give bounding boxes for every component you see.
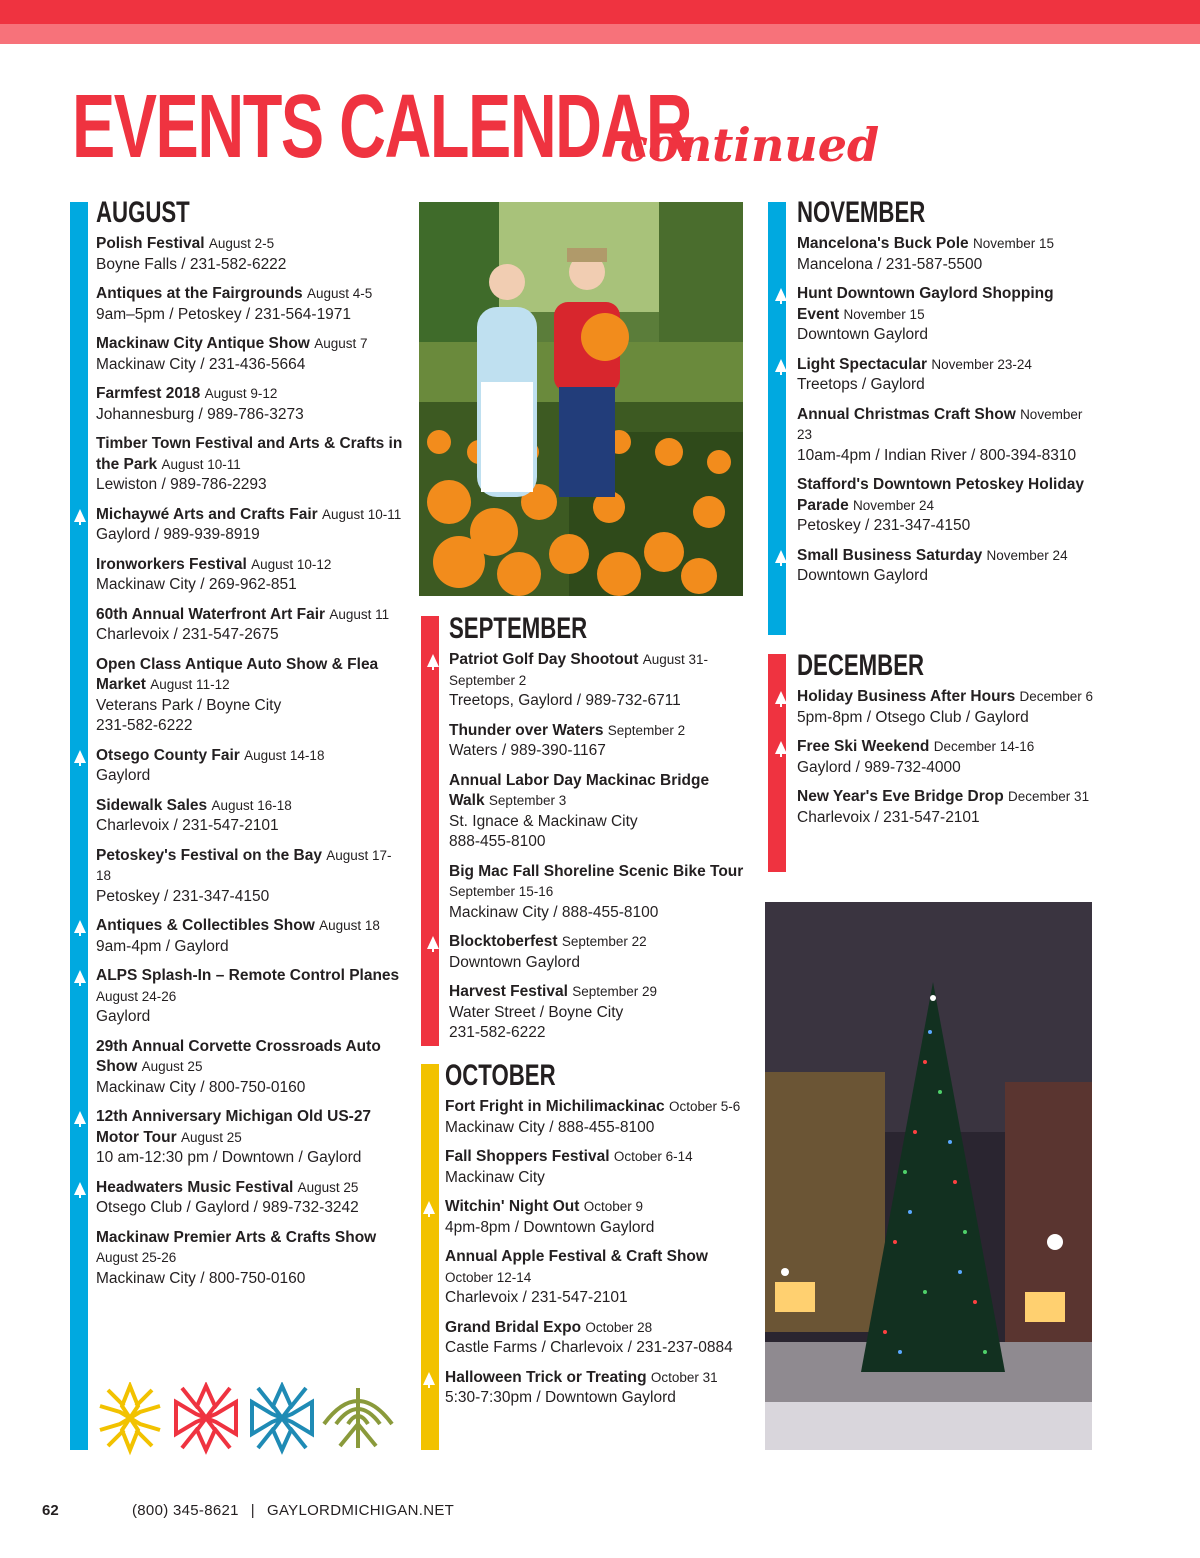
tree-icon (74, 1111, 86, 1124)
event-name: Polish Festival (96, 235, 205, 252)
event-date: August 18 (319, 918, 380, 933)
event-date: November 24 (986, 547, 1068, 563)
event-date: November 15 (843, 306, 925, 322)
christmas-tree-illustration (765, 902, 1092, 1450)
event-name: New Year's Eve Bridge Drop (797, 788, 1004, 805)
august-section (96, 198, 406, 1298)
tree-icon (74, 750, 86, 763)
tree-icon (74, 1182, 86, 1195)
october-section (445, 1061, 745, 1418)
event-heading (96, 234, 406, 255)
event-heading (96, 1228, 406, 1269)
event-date: September 3 (488, 793, 567, 808)
event-item (96, 234, 406, 275)
event-name: Annual Apple Festival & Craft Show (445, 1248, 708, 1265)
event-name: Fort Fright in Michilimackinac (445, 1098, 665, 1115)
event-heading (449, 932, 749, 953)
event-details: Waters / 989-390-1167 (449, 742, 606, 759)
event-name: ALPS Splash-In – Remote Control Planes (96, 967, 400, 984)
event-details: Gaylord / 989-939-8919 (96, 526, 260, 543)
event-date: August 9-12 (204, 386, 278, 401)
top-band-accent (0, 24, 1200, 44)
event-details: Charlevoix / 231-547-2101 (445, 1289, 628, 1306)
event-date: August 25 (180, 1129, 242, 1145)
event-details: 5:30-7:30pm / Downtown Gaylord (445, 1389, 676, 1406)
event-heading (797, 546, 1097, 567)
event-details: 4pm-8pm / Downtown Gaylord (445, 1218, 655, 1236)
event-name: Big Mac Fall Shoreline Scenic Bike Tour (449, 862, 744, 880)
event-item (96, 796, 406, 837)
event-heading (96, 846, 406, 887)
event-name: Small Business Saturday (797, 546, 983, 564)
event-date: November 23-24 (931, 356, 1032, 372)
event-item (449, 982, 749, 1044)
event-date: September 29 (572, 984, 658, 999)
event-item (797, 687, 1097, 728)
event-name: Mackinaw City Antique Show (96, 335, 310, 352)
event-item (449, 932, 749, 973)
tree-icon (423, 1372, 435, 1385)
event-details: Petoskey / 231-347-4150 (797, 517, 971, 534)
event-details: Treetops / Gaylord (797, 376, 925, 393)
event-heading (445, 1197, 745, 1218)
december-bar (768, 654, 786, 872)
event-list (797, 687, 1097, 828)
event-name: 12th Anniversary Michigan Old US-27 Motor Tour (96, 1108, 372, 1146)
event-list (96, 234, 406, 1289)
event-details: Boyne Falls / 231-582-6222 (96, 255, 287, 273)
event-details: Otsego Club / Gaylord / 989-732-3242 (96, 1199, 359, 1216)
event-item (96, 505, 406, 546)
title-subtitle: continued (620, 118, 880, 172)
event-details: Downtown Gaylord (797, 326, 928, 343)
event-item (797, 475, 1097, 537)
event-name: Open Class Antique Auto Show & Flea Market (96, 655, 379, 693)
blue-star-icon (252, 1386, 312, 1450)
event-date: October 28 (585, 1319, 653, 1335)
yellow-star-icon (100, 1386, 160, 1450)
decorative-stars (96, 1382, 406, 1456)
event-name: Thunder over Waters (449, 721, 604, 739)
november-bar (768, 202, 786, 635)
event-name: 60th Annual Waterfront Art Fair (96, 605, 326, 623)
event-name: Annual Labor Day Mackinac Bridge Walk (449, 771, 710, 809)
event-item (445, 1318, 745, 1359)
event-item (797, 234, 1097, 275)
event-item (96, 1178, 406, 1219)
event-heading (96, 555, 406, 576)
event-heading (449, 650, 749, 691)
event-date: December 31 (1008, 789, 1090, 804)
pumpkin-patch-photo (419, 202, 743, 596)
event-details: 9am-4pm / Gaylord (96, 937, 229, 955)
event-heading (449, 721, 749, 742)
tree-icon (74, 970, 86, 983)
event-item (96, 1228, 406, 1290)
event-date: August 11-12 (150, 677, 230, 692)
event-item (449, 721, 749, 762)
event-heading (449, 862, 749, 903)
event-heading (96, 384, 406, 405)
event-item (96, 1107, 406, 1169)
event-name: Farmfest 2018 (96, 385, 201, 402)
event-item (449, 771, 749, 853)
event-list (797, 234, 1097, 587)
event-date: August 10-12 (251, 556, 332, 572)
event-details: St. Ignace & Mackinaw City (449, 812, 638, 830)
pumpkin-photo-illustration (419, 202, 743, 596)
event-heading (797, 234, 1097, 255)
event-details: 9am–5pm / Petoskey / 231-564-1971 (96, 305, 352, 323)
event-date: November 24 (853, 497, 935, 513)
event-item (96, 655, 406, 737)
event-details: Mackinaw City / 800-750-0160 (96, 1078, 306, 1096)
event-date: September 2 (607, 722, 686, 738)
event-details: Mackinaw City / 888-455-8100 (449, 903, 659, 921)
event-date: August 14-18 (244, 747, 325, 763)
event-heading (449, 982, 749, 1003)
event-date: August 10-11 (161, 456, 241, 472)
event-details: Mackinaw City / 231-436-5664 (96, 355, 306, 373)
event-details: 231-582-6222 (449, 1024, 546, 1041)
event-details: 10am-4pm / Indian River / 800-394-8310 (797, 446, 1077, 464)
event-details: Petoskey / 231-347-4150 (96, 887, 270, 905)
tree-icon (775, 691, 787, 704)
event-date: August 25 (141, 1059, 203, 1074)
event-item (96, 846, 406, 908)
event-heading (797, 355, 1097, 376)
event-date: October 6-14 (613, 1149, 693, 1164)
event-date: October 12-14 (445, 1269, 532, 1285)
event-name: Antiques at the Fairgrounds (96, 285, 303, 302)
event-item (96, 555, 406, 596)
tree-icon (427, 936, 439, 949)
event-name: Annual Christmas Craft Show (797, 405, 1016, 423)
event-details: Treetops, Gaylord / 989-732-6711 (449, 692, 681, 709)
event-heading (445, 1247, 745, 1288)
event-details: Veterans Park / Boyne City (96, 696, 282, 714)
event-item (96, 966, 406, 1028)
event-item (797, 787, 1097, 828)
december-section (797, 651, 1097, 837)
event-details: Charlevoix / 231-547-2675 (96, 626, 279, 643)
event-date: August 7 (314, 336, 368, 351)
event-heading (96, 746, 406, 767)
christmas-tree-photo (765, 902, 1092, 1450)
event-name: Grand Bridal Expo (445, 1318, 582, 1336)
tree-icon (775, 359, 787, 372)
month-heading: SEPTEMBER (449, 612, 588, 645)
event-details: Mackinaw City (445, 1168, 545, 1186)
tree-icon (74, 509, 86, 522)
month-heading: NOVEMBER (797, 196, 926, 229)
event-heading (797, 405, 1097, 446)
event-heading (445, 1368, 745, 1389)
event-heading (797, 737, 1097, 758)
event-date: August 25 (297, 1179, 359, 1195)
event-item (96, 284, 406, 325)
event-date: October 31 (650, 1369, 718, 1385)
event-date: August 2-5 (208, 236, 275, 251)
event-date: August 4-5 (307, 286, 373, 301)
event-item (445, 1197, 745, 1238)
tree-icon (423, 1201, 435, 1214)
event-name: Patriot Golf Day Shootout (449, 651, 639, 668)
title-main: EVENTS CALENDAR (72, 77, 692, 177)
event-name: Harvest Festival (449, 983, 568, 1000)
event-details: 231-582-6222 (96, 717, 193, 734)
footer-contact (132, 1502, 454, 1519)
event-item (797, 405, 1097, 467)
page-title (72, 77, 932, 177)
tree-icon (74, 920, 86, 933)
event-name: Fall Shoppers Festival (445, 1148, 610, 1165)
event-name: Blocktoberfest (449, 933, 558, 950)
event-heading (96, 284, 406, 305)
event-details: Gaylord (96, 1008, 151, 1025)
event-details: Mancelona / 231-587-5500 (797, 255, 983, 273)
event-details: Mackinaw City / 269-962-851 (96, 576, 297, 593)
tree-icon (775, 288, 787, 301)
event-name: Michaywé Arts and Crafts Fair (96, 505, 318, 523)
event-name: Petoskey's Festival on the Bay (96, 846, 322, 864)
footer-phone: (800) 345-8621 (132, 1502, 239, 1519)
event-date: August 25-26 (96, 1250, 177, 1265)
month-heading: OCTOBER (445, 1059, 556, 1092)
event-details: Lewiston / 989-786-2293 (96, 476, 267, 493)
event-date: September 15-16 (449, 884, 554, 899)
event-heading (96, 796, 406, 817)
event-item (96, 384, 406, 425)
event-item (445, 1247, 745, 1309)
event-details: Mackinaw City / 888-455-8100 (445, 1118, 655, 1136)
event-date: August 11 (329, 606, 390, 622)
event-item (96, 334, 406, 375)
event-details: Downtown Gaylord (797, 567, 928, 584)
olive-tree-icon (324, 1388, 392, 1448)
event-name: Mackinaw Premier Arts & Crafts Show (96, 1228, 377, 1246)
footer-website-link[interactable]: GAYLORDMICHIGAN.NET (266, 1502, 455, 1519)
event-date: October 9 (583, 1199, 644, 1214)
event-details: Castle Farms / Charlevoix / 231-237-0884 (445, 1339, 733, 1356)
event-heading (96, 1037, 406, 1078)
event-heading (797, 284, 1097, 325)
event-item (445, 1147, 745, 1188)
november-section (797, 198, 1097, 596)
event-item (797, 355, 1097, 396)
event-name: Ironworkers Festival (96, 555, 247, 573)
event-date: September 22 (561, 934, 647, 949)
event-details: Charlevoix / 231-547-2101 (797, 808, 980, 826)
tree-icon (427, 654, 439, 667)
month-heading: AUGUST (96, 196, 190, 229)
event-name: Hunt Downtown Gaylord Shopping Event (797, 285, 1054, 323)
event-name: Witchin' Night Out (445, 1198, 580, 1215)
event-details: Water Street / Boyne City (449, 1003, 624, 1021)
event-item (797, 284, 1097, 346)
event-name: 29th Annual Corvette Crossroads Auto Show (96, 1037, 381, 1075)
event-heading (96, 1107, 406, 1148)
event-date: October 5-6 (668, 1099, 741, 1114)
event-name: Halloween Trick or Treating (445, 1368, 647, 1386)
event-name: Holiday Business After Hours (797, 688, 1016, 705)
event-heading (96, 916, 406, 937)
event-date: December 6 (1019, 689, 1094, 704)
event-heading (96, 655, 406, 696)
tree-icon (775, 741, 787, 754)
event-date: November 23 (797, 406, 1083, 442)
event-details: 5pm-8pm / Otsego Club / Gaylord (797, 708, 1029, 726)
event-heading (96, 434, 406, 475)
event-item (96, 605, 406, 646)
footer-separator: | (250, 1502, 255, 1519)
event-list (449, 650, 749, 1044)
event-item (445, 1368, 745, 1409)
event-name: Timber Town Festival and Arts & Crafts in the Park (96, 435, 403, 473)
event-item (797, 737, 1097, 778)
event-heading (445, 1097, 745, 1118)
event-heading (445, 1147, 745, 1168)
top-band (0, 0, 1200, 24)
event-name: Light Spectacular (797, 355, 928, 373)
event-name: Mancelona's Buck Pole (797, 235, 969, 252)
event-heading (96, 966, 406, 1007)
event-date: August 10-11 (321, 506, 402, 522)
september-bar (421, 616, 439, 1046)
event-heading (445, 1318, 745, 1339)
event-details: Gaylord / 989-732-4000 (797, 758, 961, 776)
event-item (96, 1037, 406, 1099)
event-details: Mackinaw City / 800-750-0160 (96, 1269, 306, 1287)
august-bar (70, 202, 88, 1450)
event-item (797, 546, 1097, 587)
event-heading (96, 505, 406, 526)
event-details: 10 am-12:30 pm / Downtown / Gaylord (96, 1149, 362, 1166)
event-details: Gaylord (96, 767, 151, 784)
october-bar (421, 1064, 439, 1450)
event-date: August 24-26 (96, 988, 177, 1004)
event-heading (96, 334, 406, 355)
tree-icon (775, 550, 787, 563)
event-heading (797, 687, 1097, 708)
event-details: Downtown Gaylord (449, 953, 580, 971)
event-date: December 14-16 (933, 739, 1035, 754)
event-name: Free Ski Weekend (797, 738, 930, 755)
event-list (445, 1097, 745, 1409)
event-name: Antiques & Collectibles Show (96, 917, 315, 934)
event-heading (96, 1178, 406, 1199)
event-date: August 31-September 2 (449, 652, 709, 688)
event-item (449, 650, 749, 712)
event-date: August 17-18 (96, 847, 392, 883)
event-item (96, 916, 406, 957)
event-date: November 15 (972, 236, 1055, 251)
event-heading (797, 475, 1097, 516)
september-section (449, 614, 749, 1053)
event-name: Sidewalk Sales (96, 796, 208, 814)
month-heading: DECEMBER (797, 649, 925, 682)
event-name: Stafford's Downtown Petoskey Holiday Parade (797, 476, 1085, 514)
event-heading (449, 771, 749, 812)
event-details: Charlevoix / 231-547-2101 (96, 817, 279, 834)
event-heading (96, 605, 406, 626)
event-details: 888-455-8100 (449, 833, 546, 850)
page-number: 62 (42, 1502, 59, 1519)
red-star-icon (176, 1386, 236, 1450)
event-item (96, 746, 406, 787)
event-details: Johannesburg / 989-786-3273 (96, 405, 304, 423)
event-date: August 16-18 (211, 797, 292, 813)
event-item (445, 1097, 745, 1138)
event-item (449, 862, 749, 924)
event-name: Otsego County Fair (96, 746, 240, 764)
event-item (96, 434, 406, 496)
event-name: Headwaters Music Festival (96, 1178, 294, 1196)
event-heading (797, 787, 1097, 808)
